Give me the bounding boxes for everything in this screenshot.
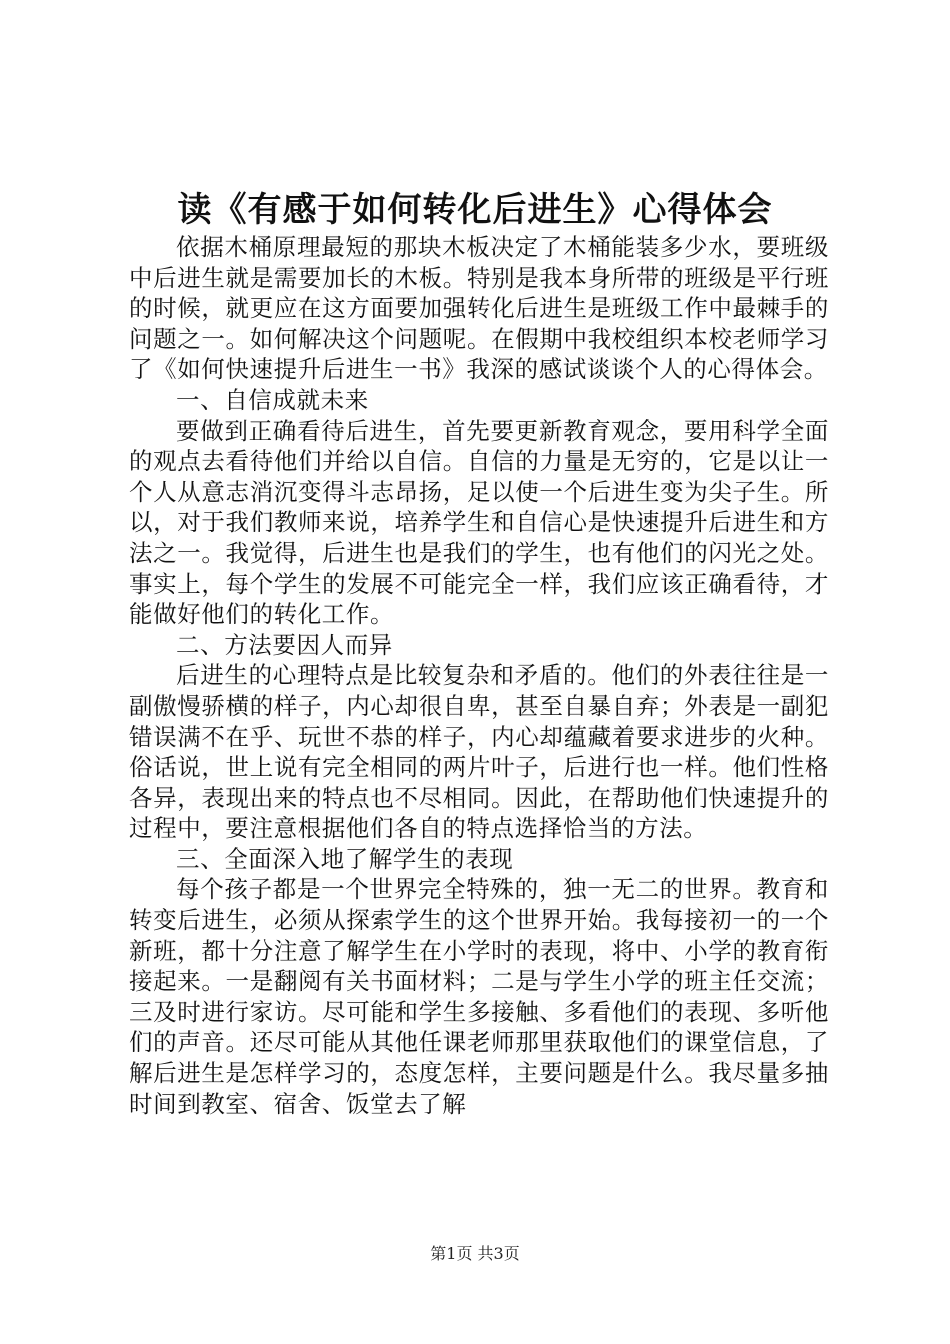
document-title: 读《有感于如何转化后进生》心得体会 [177, 190, 773, 230]
page-number-footer: 第1页 共3页 [430, 1244, 520, 1263]
paragraph-section-3: 每个孩子都是一个世界完全特殊的，独一无二的世界。教育和转变后进生，必须从探索学生的这个世界开始。我每接初一的一个新班，都十分注意了解学生在小学时的表现，将中、小学的教育衔接起来。一是翻阅有关书面材料；二是与学生小学的班主任交流；三及时进行家访。尽可能和学生多接触、多看他们的表现、多听他们的声音。还尽可能从其他任课老师那里获取他们的课堂信息，了解后进生是怎样学习的，态度怎样，主要问题是什么。我尽量多抽时间到教室、宿舍、饭堂去了解 [129, 875, 829, 1118]
paragraph-intro: 依据木桶原理最短的那块木板决定了木桶能装多少水，要班级中后进生就是需要加长的木板。特别是我本身所带的班级是平行班的时候，就更应在这方面要加强转化后进生是班级工作中最棘手的问题之一。如何解决这个问题呢。在假期中我校组织本校老师学习了《如何快速提升后进生一书》我深的感试谈谈个人的心得体会。 [129, 233, 829, 384]
paragraph-section-2: 后进生的心理特点是比较复杂和矛盾的。他们的外表往往是一副傲慢骄横的样子，内心却很自卑，甚至自暴自弃；外表是一副犯错误满不在乎、玩世不恭的样子，内心却蕴藏着要求进步的火种。俗话说，世上说有完全相同的两片叶子，后进行也一样。他们性格各异，表现出来的特点也不尽相同。因此，在帮助他们快速提升的过程中，要注意根据他们各自的特点选择恰当的方法。 [129, 661, 829, 843]
paragraph-section-1: 要做到正确看待后进生，首先要更新教育观念，要用科学全面的观点去看待他们并给以自信。自信的力量是无穷的，它是以让一个人从意志消沉变得斗志昂扬，足以使一个后进生变为尖子生。所以，对于我们教师来说，培养学生和自信心是快速提升后进生和方法之一。我觉得，后进生也是我们的学生，也有他们的闪光之处。事实上，每个学生的发展不可能完全一样，我们应该正确看待，才能做好他们的转化工作。 [129, 416, 829, 629]
document-body [129, 232, 829, 1119]
section-heading-2: 二、方法要因人而异 [176, 630, 393, 659]
section-heading-1: 一、自信成就未来 [176, 385, 369, 414]
section-heading-3: 三、全面深入地了解学生的表现 [176, 844, 514, 873]
